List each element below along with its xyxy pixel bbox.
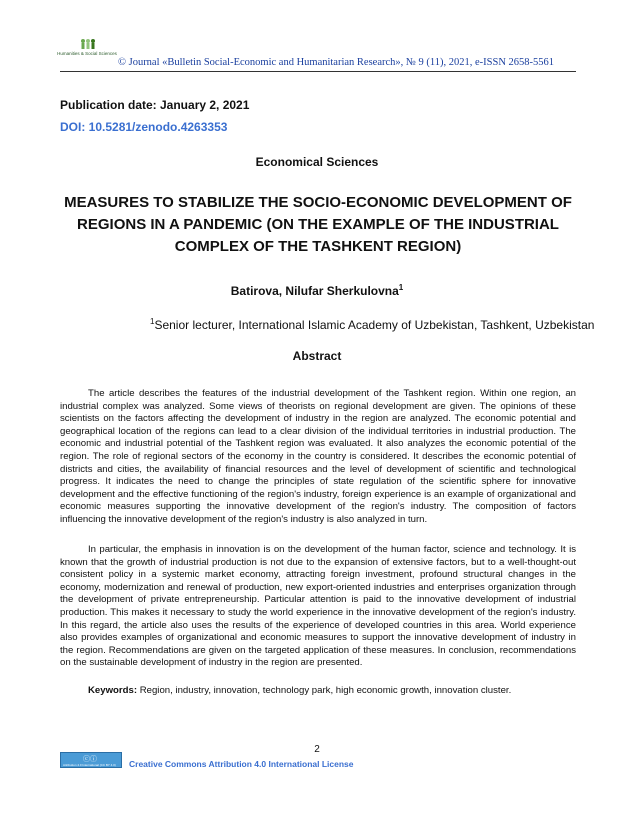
affiliation-sup: 1 [150, 317, 155, 326]
keywords-label: Keywords: [88, 685, 138, 696]
header-rule [60, 71, 576, 72]
license-link[interactable]: Creative Commons Attribution 4.0 International License [129, 759, 354, 769]
cc-badge-text: Attribution 4.0 International (CC BY 4.0) [63, 763, 116, 767]
abstract-paragraph: In particular, the emphasis in innovation is on the development of the human factor, science and technology. It is known that the growth of industrial production is not due to the expansion of extensive factors, but to a well-thought-out consistent policy in a systemic market economy, attracting foreign investment, profound structural changes in the economy, modernization and renewal of production, new export-oriented industries and enterprises organization through the development of private entrepreneurship. Particular attention is paid to the innovative development of industrial production. This makes it necessary to study the world experience in the innovative development of the region's industry. In this regard, the article also uses the results of the experience of developed countries in this area. World experience also provides examples of organizational and economic measures to support the innovative development of industry in the region. Recommendations are given on the targeted application of these measures. In conclusion, recommendations on the sustainable development of industry in the region are presented. [60, 544, 576, 669]
author [0, 283, 634, 298]
logo-text: Humanities & Social Sciences [57, 51, 117, 56]
affiliation-text: Senior lecturer, International Islamic Academy of Uzbekistan, Tashkent, Uzbekistan [154, 318, 595, 332]
page-number: 2 [314, 744, 320, 755]
people-icon [79, 38, 97, 50]
affiliation [150, 317, 594, 332]
journal-citation: © Journal «Bulletin Social-Economic and Humanitarian Research», № 9 (11), 2021, e-ISSN 2658-5561 [118, 57, 555, 68]
author-name: Batirova, Nilufar Sherkulovna [230, 284, 399, 298]
author-sup: 1 [398, 283, 404, 292]
cc-by-icon: ⓒⓘ [83, 756, 97, 763]
journal-logo [52, 38, 122, 68]
publication-date: Publication date: January 2, 2021 [60, 98, 250, 112]
abstract-paragraph: The article describes the features of the industrial development of the Tashkent region. Within one region, an industrial complex was analyzed. Some views of theorists on regional development are given. The opinions of these scientists on the factors affecting the development of industry in the region are analyzed. The economic potential and geographical location of the regions can lead to a clear division of the individual territories in industrial production. The economic and industrial potential of the Tashkent region was evaluated. It also analyzes the economic potential of the region. The role of regional sectors of the economy in the country is considered. It describes the economic potential of districts and cities, the availability of financial resources and the level of development of scientific and technological progress. It indicates the need to change the principles of state regulation of the scientific sphere for innovative development and the effective functioning of the region's industry, foreign experience is an example of organizational and economic measures supporting the innovative development of the region's industry. The composition of factors influencing the innovative development of the region's industry is also analyzed in turn. [60, 388, 576, 525]
doi-link[interactable]: DOI: 10.5281/zenodo.4263353 [60, 120, 228, 134]
keywords [88, 685, 511, 696]
keywords-text: Region, industry, innovation, technology park, high economic growth, innovation cluster. [137, 685, 512, 696]
abstract-heading: Abstract [292, 349, 342, 363]
article-title: MEASURES TO STABILIZE THE SOCIO-ECONOMIC DEVELOPMENT OF REGIONS IN A PANDEMIC (ON THE EXAMPLE OF THE INDUSTRIAL COMPLEX OF THE TASHKENT REGION) [64, 194, 572, 255]
cc-license-badge[interactable] [60, 752, 122, 768]
section-heading: Economical Sciences [255, 155, 379, 169]
